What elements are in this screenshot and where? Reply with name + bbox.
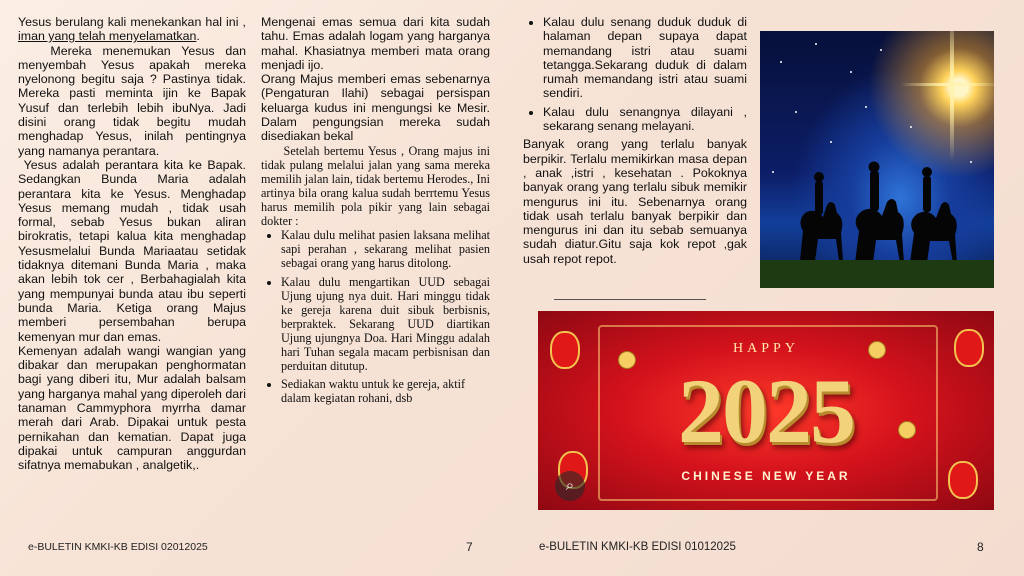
divider [554, 299, 706, 300]
list-item: • Kalau dulu senangnya dilayani , sekarang senang melayani. [543, 105, 747, 134]
google-lens-icon[interactable]: ⌕ [555, 471, 585, 501]
paragraph: Setelah bertemu Yesus , Orang majus ini tidak pulang melalui jalan yang sama mereka memilih jalan lain, tidak bertemu Herodes., Ini artinya bila orang kalua sudah berrtemu Yesus harus memilih pola pikir yang lain sebagai dokter : [261, 143, 490, 229]
chinese-new-year-text: CHINESE NEW YEAR [681, 469, 851, 483]
paragraph: Yesus adalah perantara kita ke Bapak. Sedangkan Bunda Maria adalah perantara kita ke Yesus. Menghadap Yesus memang mudah , tidak usah formal, sebab Yesus bukan aliran birokratis, tetapi kalua kita menghadap Yesusmelalui Bunda Mariaatau setidak tidaknya ditemani Bunda Maria , maka akan lebih tok cer , Berbahagialah kita yang mempunyai bunda atau ibu seperti bunda Maria. Ketiga orang Majus memberi persembahan berupa kemenyan mur dan emas. [18, 157, 246, 344]
paragraph: Banyak orang yang terlalu banyak berpikir. Terlalu memikirkan masa depan , anak ,istri , kesehatan . Pokoknya banyak orang yang terlalu sibuk memikir mengurus ini itu. Sebenarnya orang tidak usah terlalu banyak berpikir dan mengurus ini dan itu sebab semuanya sudah diatur.Gitu saja kok repot ,gak usah repot repot. [523, 137, 747, 266]
bullet-list [523, 15, 747, 133]
footer-page7: e-BULETIN KMKI-KB EDISI 02012025 [28, 541, 208, 553]
page7-column-1 [18, 15, 246, 473]
underlined-phrase: iman yang telah menyelamatkan [18, 29, 197, 44]
list-item: • Kalau dulu mengartikan UUD sebagai Ujung ujung nya duit. Hari minggu tidak ke gereja karena duit sibuk berbisnis, berpraktek. Sekarang UUD diartikan Ujung ujungnya Doa. Hari Minggu adalah hari Tuhan segala macam perbisnisan dan perduitan ditutup. [281, 275, 490, 374]
paragraph: Kemenyan adalah wangi wangian yang dibakar dan merupakan penghormatan bagi yang diberi itu, Mur adalah balsam yang harganya mahal yang diperoleh dari tanaman Cammyphora myrrha damar merah dari Arab. Dipakai untuk pesta pernikahan dan kematian. Dapat juga dipakai untuk campuran anggurdan sifatnya memabukan , analgetik,. [18, 343, 247, 473]
page-number: 8 [977, 540, 984, 554]
paragraph: Mengenai emas semua dari kita sudah tahu. Emas adalah logam yang harganya mahal. Khasiatnya memberi mata orang menjadi ijo. [261, 15, 490, 72]
paragraph: Yesus berulang kali menekankan hal ini , iman yang telah menyelamatkan. [18, 15, 246, 44]
bullet-list [261, 228, 490, 405]
happy-text: HAPPY [733, 341, 799, 356]
list-item: • Kalau dulu melihat pasien laksana melihat sapi perahan , sekarang melihat pasien sebagai orang yang harus ditolong. [281, 228, 490, 270]
page8-column [523, 15, 747, 266]
paragraph: Orang Majus memberi emas sebenarnya (Pengaturan Ilahi) sebagai persispan keluarga kudus ini mengungsi ke Mesir. Dalam pengungsian mereka sudah disediakan bekal [261, 72, 490, 144]
page-number: 7 [466, 540, 473, 554]
footer-page8: e-BULETIN KMKI-KB EDISI 01012025 [539, 541, 736, 553]
year-text: 2025 [678, 360, 854, 462]
list-item: • Sediakan waktu untuk ke gereja, aktif dalam kegiatan rohani, dsb [281, 377, 490, 405]
magi-night-image [760, 31, 994, 288]
page7-column-2 [261, 15, 490, 409]
paragraph: Mereka menemukan Yesus dan menyembah Yesus apakah mereka nyelonong begitu saja ? Pastinya tidak. Mereka pasti meminta ijin ke Bapak Yusuf dan terlebih lebih ibuNya. Jadi disini orang tidak begitu mudah menghadap Yesus, inilah pentingnya yang namanya perantara. [18, 43, 246, 158]
chinese-new-year-image [538, 311, 994, 510]
camel-silhouettes-icon [760, 31, 994, 288]
ground [760, 260, 994, 288]
list-item: • Kalau dulu senang duduk duduk di halaman depan supaya dapat memandang istri atau suami tetangga.Sekarang duduk di dalam rumah memandang istri atau suami sendiri. [543, 15, 747, 101]
